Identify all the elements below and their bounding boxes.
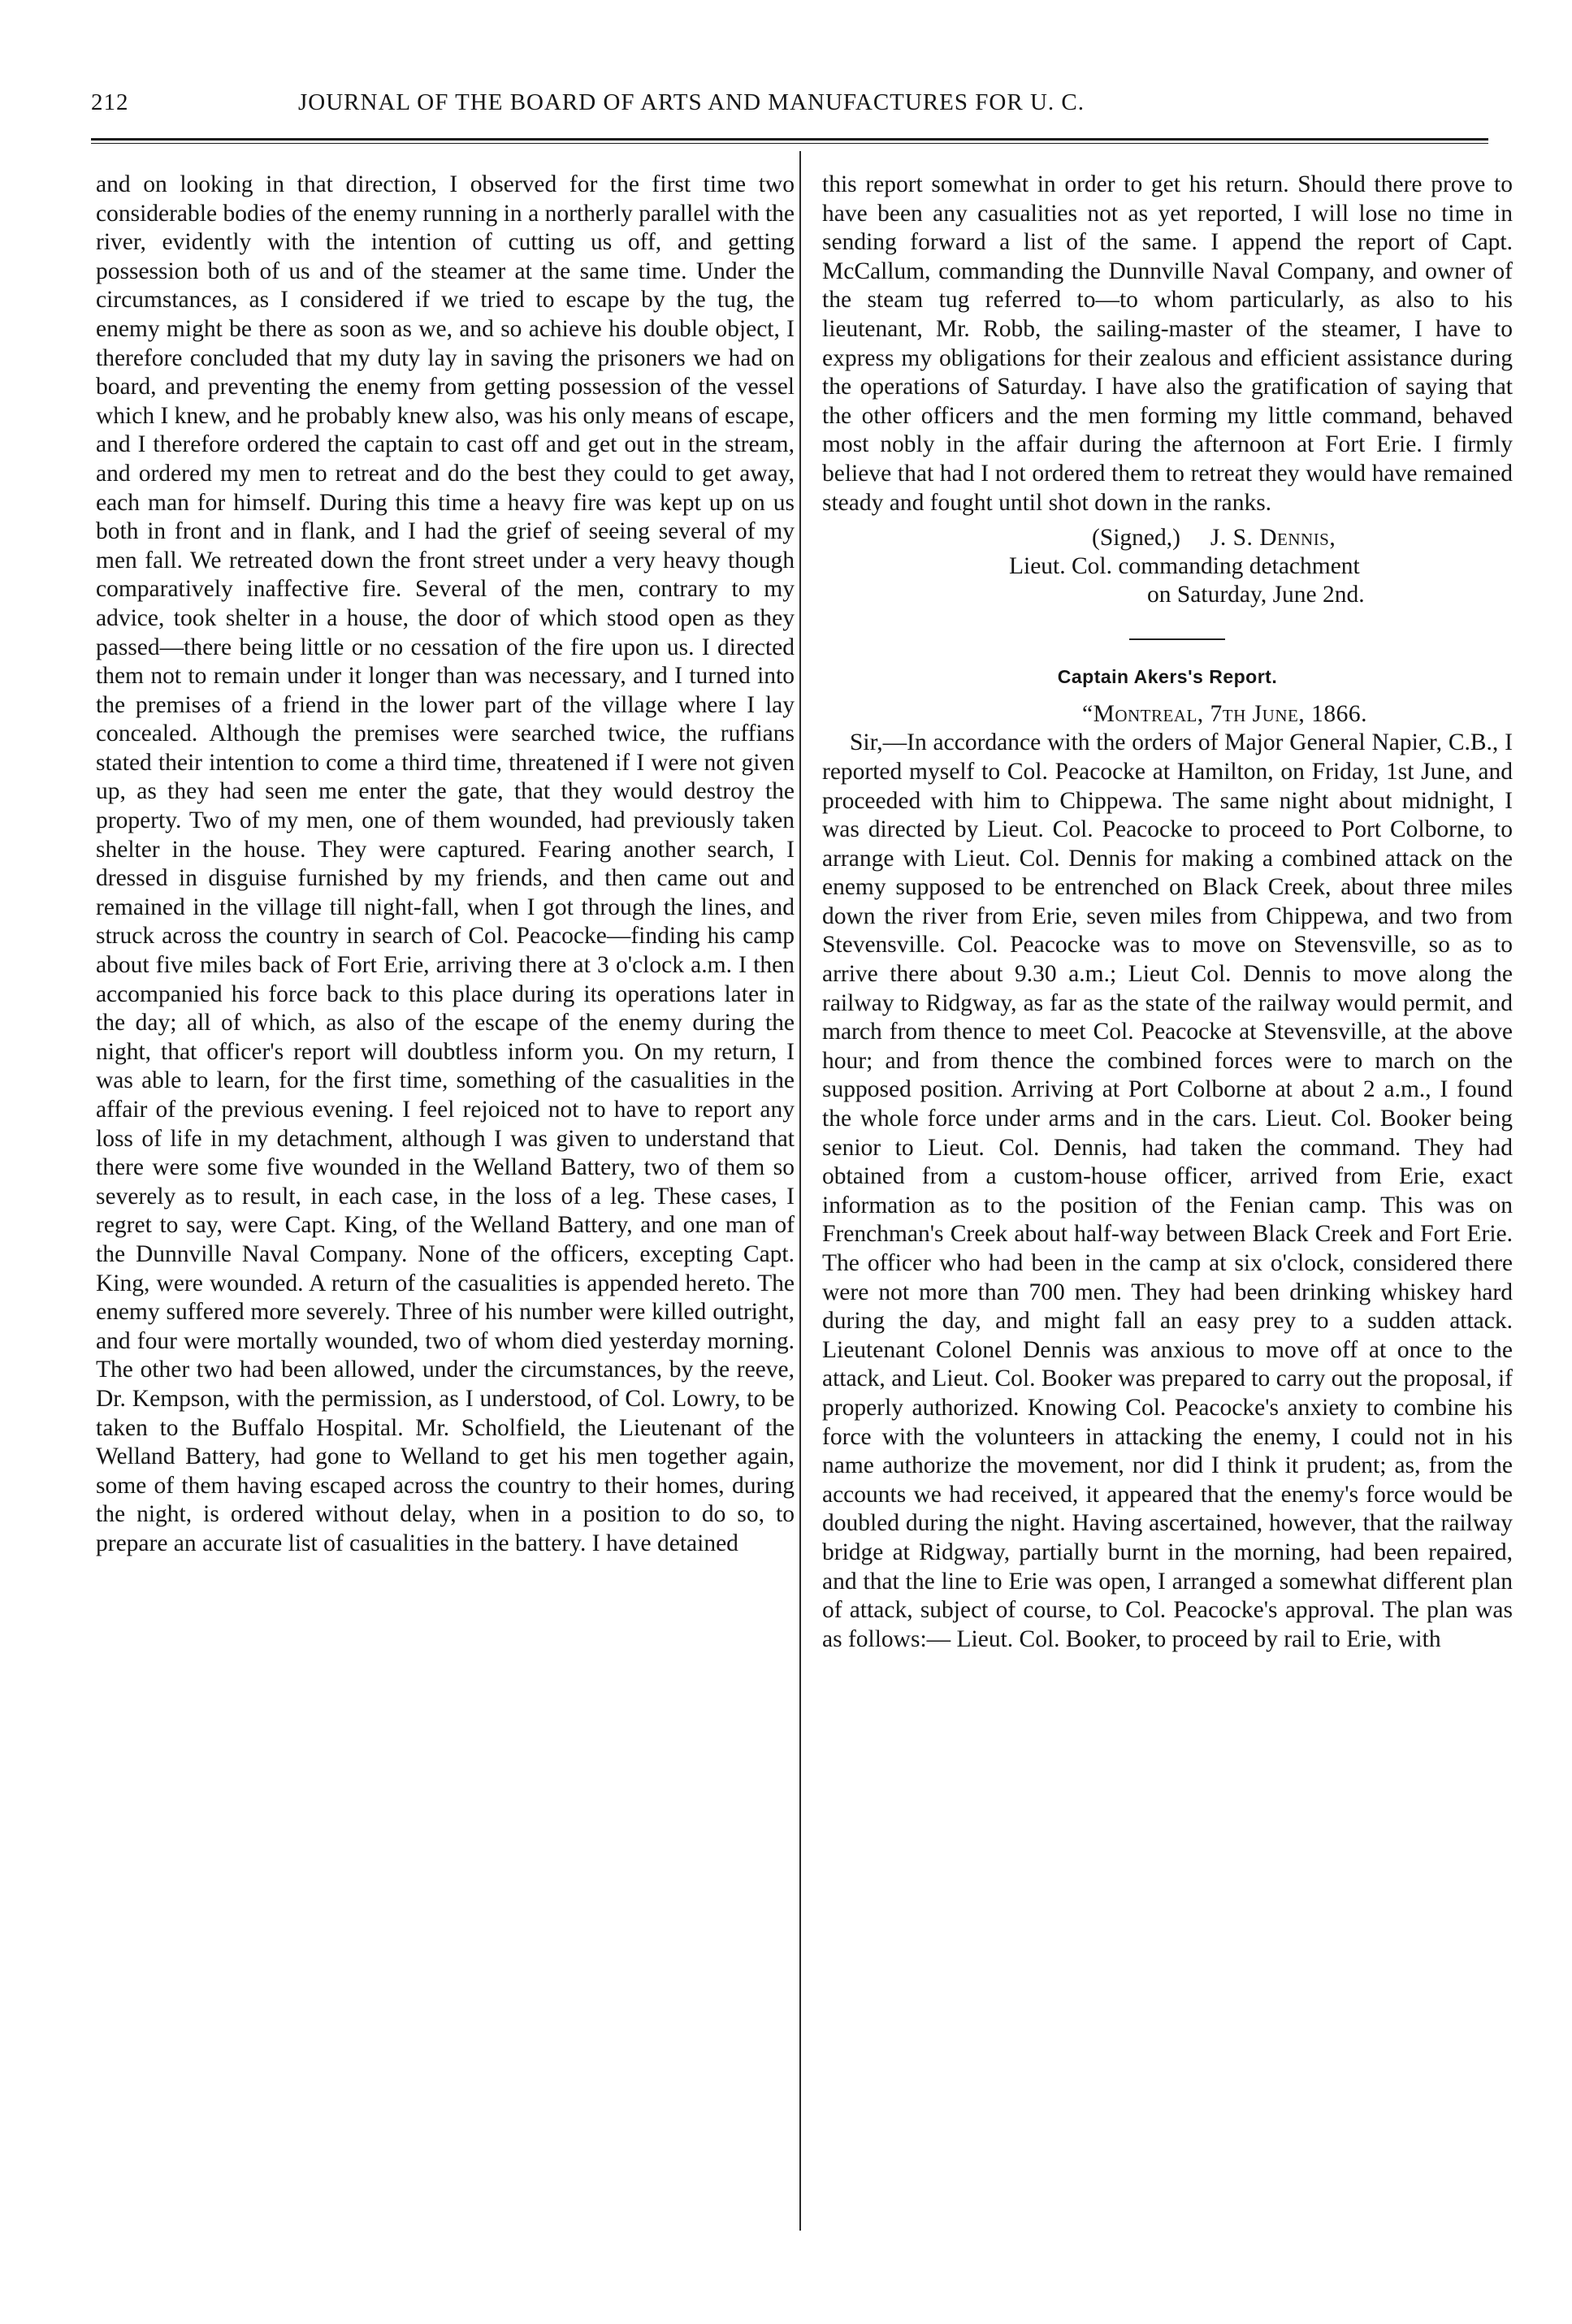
signature-date: on Saturday, June 2nd.	[1147, 582, 1365, 608]
right-column	[822, 171, 1513, 1654]
section-divider	[1129, 638, 1225, 640]
signature-line	[822, 524, 1513, 552]
report-dateline: “Montreal, 7th June, 1866.	[1082, 700, 1367, 727]
signer-name: J. S. Dennis,	[1210, 525, 1336, 552]
left-column-paragraph: and on looking in that direction, I observed for the first time two considerable bodies of the enemy running in a northerly parallel with the river, evidently with the intention of cutting us off, and getting possession both of us and of the steamer at the same time. Under the circumstances, as I considered if we tried to escape by the tug, the enemy might be there as soon as we, and so achieve his double object, I therefore concluded that my duty lay in saving the prisoners we had on board, and preventing the enemy from getting possession of the vessel which I knew, and he probably knew also, was his only means of escape, and I therefore ordered the captain to cast off and get out in the stream, and ordered my men to retreat and do the best they could to get away, each man for himself. During this time a heavy fire was kept up on us both in front and in flank, and I had the grief of seeing several of my men fall. We retreated down the front street under a very heavy though comparatively inaffective fire. Several of the men, contrary to my advice, took shelter in a house, the door of which stood open as they passed—there being little or no cessation of the fire upon us. I directed them not to remain under it longer than was necessary, and I turned into the premises of a friend in the lower part of the village where I lay concealed. Although the premises were searched twice, the ruffians stated their intention to come a third time, threatened if I were not given up, as they had seen me enter the gate, that they would destroy the property. Two of my men, one of them wounded, had previously taken shelter in the house. They were captured. Fearing another search, I dressed in disguise furnished by my friends, and then came out and remained in the village till night-fall, when I got through the lines, and struck across the country in search of Col. Peacocke—finding his camp about five miles back of Fort Erie, arriving there at 3 o'clock a.m. I then accompanied his force back to this place during its operations later in the day; all of which, as also of the escape of the enemy during the night, that officer's report will doubtless inform you. On my return, I was able to learn, for the first time, something of the casualities in the affair of the previous evening. I feel rejoiced not to have to report any loss of life in my detachment, although I was given to understand that there were some five wounded in the Welland Battery, two of them so severely as to result, in each case, in the loss of a leg. These cases, I regret to say, were Capt. King, of the Welland Battery, and one man of the Dunnville Naval Company. None of the officers, excepting Capt. King, were wounded. A return of the casualities is appended hereto. The enemy suffered more severely. Three of his number were killed outright, and four were mortally wounded, two of whom died yesterday morning. The other two had been allowed, under the circumstances, by the reeve, Dr. Kempson, with the permission, as I understood, of Col. Lowry, to be taken to the Buffalo Hospital. Mr. Scholfield, the Lieutenant of the Welland Battery, had gone to Welland to get his men together again, some of them having escaped across the country to their homes, during the night, is ordered without delay, when in a position to do so, to prepare an accurate list of casualities in the battery. I have detained	[96, 171, 795, 1556]
page-number: 212	[91, 89, 129, 115]
journal-title: JOURNAL OF THE BOARD OF ARTS AND MANUFACTURES FOR U. C.	[298, 89, 1085, 115]
running-head	[91, 89, 1488, 125]
column-divider	[799, 151, 801, 2231]
left-column	[96, 171, 795, 1559]
header-rule-thick	[91, 138, 1488, 141]
signed-mark: (Signed,)	[1092, 525, 1180, 552]
header-rule-thin	[91, 143, 1488, 144]
signer-rank: Lieut. Col. commanding detachment	[1009, 553, 1360, 580]
akers-report-text: Sir,—In accordance with the orders of Major General Napier, C.B., I reported myself to Col. Peacocke at Hamilton, on Friday, 1st June, and proceeded with him to Chippewa. The same night about midnight, I was directed by Lieut. Col. Peacocke to proceed to Port Colborne, to arrange with Lieut. Col. Dennis for making a combined attack on the enemy supposed to be entrenched on Black Creek, about three miles down the river from Erie, seven miles from Chippewa, and two from Stevensville. Col. Peacocke was to move on Stevensville, so as to arrive there about 9.30 a.m.; Lieut Col. Dennis to move along the railway to Ridgway, as far as the state of the railway would permit, and march from thence to meet Col. Peacocke at Stevensville, at the above hour; and from thence the combined forces were to march on the supposed position. Arriving at Port Colborne at about 2 a.m., I found the whole force under arms and in the cars. Lieut. Col. Booker being senior to Lieut. Col. Dennis, had taken the command. They had obtained from a custom-house officer, arrived from Erie, exact information as to the position of the Fenian camp. This was on Frenchman's Creek about half-way between Black Creek and Fort Erie. The officer who had been in the camp at six o'clock, considered there were not more than 700 men. They had been drinking whiskey hard during the day, and might fall an easy prey to a sudden attack. Lieutenant Colonel Dennis was anxious to move off at once to the attack, and Lieut. Col. Booker was prepared to carry out the proposal, if properly authorized. Knowing Col. Peacocke's anxiety to combine his force with the volunteers in attacking the enemy, I could not in his name authorize the movement, nor did I think it prudent; as, from the accounts we had received, it appeared that the enemy's force would be doubled during the night. Having ascertained, however, that the railway bridge at Ridgway, partially burnt in the morning, had been repaired, and that the line to Erie was open, I arranged a somewhat different plan of attack, subject of course, to Col. Peacocke's approval. The plan was as follows:— Lieut. Col. Booker, to proceed by rail to Erie, with	[822, 729, 1513, 1652]
dennis-report-continuation: this report somewhat in order to get his return. Should there prove to have been any casualities not as yet reported, I will lose no time in sending forward a list of the same. I append the report of Capt. McCallum, commanding the Dunnville Naval Company, and owner of the steam tug referred to—to whom particularly, as also to his lieutenant, Mr. Robb, the sailing-master of the steamer, I have to express my obligations for their zealous and efficient assistance during the operations of Saturday. I have also the gratification of saying that the other officers and the men forming my little command, behaved most nobly in the affair during the afternoon at Fort Erie. I firmly believe that had I not ordered them to retreat they would have remained steady and fought until shot down in the ranks.	[822, 171, 1513, 516]
report-heading: Captain Akers's Report.	[1057, 666, 1278, 688]
signature-block	[822, 524, 1513, 609]
